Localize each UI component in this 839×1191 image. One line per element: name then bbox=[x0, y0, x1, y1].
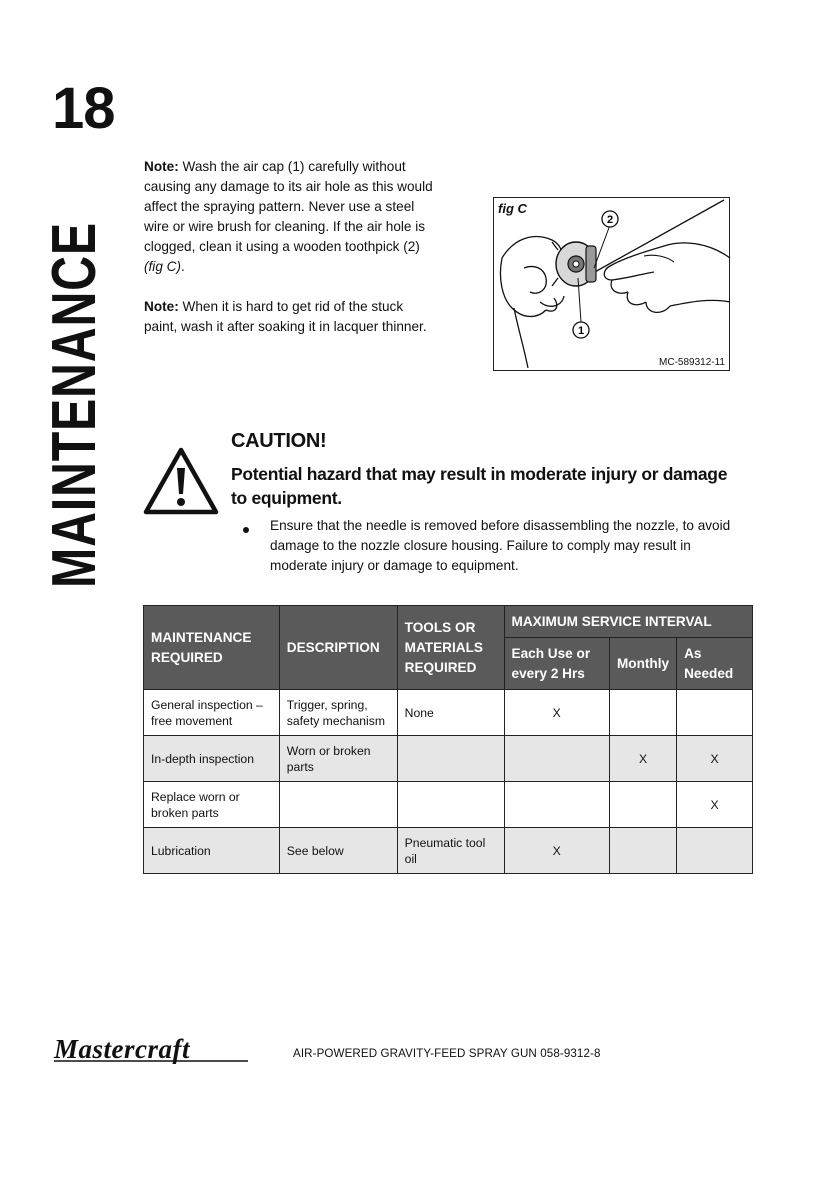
cell-monthly bbox=[609, 690, 676, 736]
caution-subtitle: Potential hazard that may result in moderate injury or damage to equipment. bbox=[231, 464, 728, 508]
header-as-needed: As Needed bbox=[677, 638, 753, 690]
table-row bbox=[144, 782, 753, 828]
callout-2-label: 2 bbox=[606, 214, 614, 226]
cell-maintenance: Lubrication bbox=[144, 828, 280, 874]
cell-each-use: X bbox=[504, 828, 609, 874]
cell-as-needed bbox=[677, 690, 753, 736]
header-interval: MAXIMUM SERVICE INTERVAL bbox=[504, 606, 752, 638]
cell-tools bbox=[397, 782, 504, 828]
note-1: Note: Wash the air cap (1) carefully without causing any damage to its air hole as this would affect the spraying pattern. Never use a steel wire or wire brush for cleaning. If the air hole is clogged, clean it using a wooden toothpick (2) (fig C). bbox=[144, 159, 433, 274]
cell-description bbox=[279, 782, 397, 828]
cell-tools bbox=[397, 736, 504, 782]
cell-monthly bbox=[609, 828, 676, 874]
note-2: Note: When it is hard to get rid of the stuck paint, wash it after soaking it in lacquer thinner. bbox=[144, 299, 427, 334]
cell-as-needed bbox=[677, 828, 753, 874]
figure-c bbox=[493, 197, 730, 371]
hands-cleaning-air-cap-illustration bbox=[494, 198, 731, 372]
notes-block bbox=[144, 157, 434, 357]
header-each-use: Each Use or every 2 Hrs bbox=[504, 638, 609, 690]
cell-each-use bbox=[504, 736, 609, 782]
warning-triangle-icon bbox=[143, 446, 219, 516]
cell-maintenance: General inspection – free movement bbox=[144, 690, 280, 736]
cell-monthly bbox=[609, 782, 676, 828]
cell-tools: Pneumatic tool oil bbox=[397, 828, 504, 874]
cell-maintenance: Replace worn or broken parts bbox=[144, 782, 280, 828]
header-monthly: Monthly bbox=[609, 638, 676, 690]
cell-as-needed: X bbox=[677, 736, 753, 782]
footer-product: AIR-POWERED GRAVITY-FEED SPRAY GUN 058-9312-8 bbox=[293, 1047, 601, 1060]
maintenance-table bbox=[143, 605, 753, 874]
cell-monthly: X bbox=[609, 736, 676, 782]
callout-1-label: 1 bbox=[577, 325, 585, 337]
table-row bbox=[144, 828, 753, 874]
cell-description: Worn or broken parts bbox=[279, 736, 397, 782]
page-number: 18 bbox=[52, 76, 115, 141]
cell-maintenance: In-depth inspection bbox=[144, 736, 280, 782]
cell-each-use: X bbox=[504, 690, 609, 736]
caution-bullet-text: Ensure that the needle is removed before disassembling the nozzle, to avoid damage to the nozzle closure housing. Failure to comply may result in moderate injury or damage to equipment. bbox=[270, 518, 731, 573]
svg-text:Mastercraft: Mastercraft bbox=[54, 1036, 190, 1064]
cell-description: Trigger, spring, safety mechanism bbox=[279, 690, 397, 736]
section-title: MAINTENANCE bbox=[40, 222, 109, 588]
header-description: DESCRIPTION bbox=[279, 606, 397, 690]
table-row bbox=[144, 736, 753, 782]
cell-tools: None bbox=[397, 690, 504, 736]
cell-description: See below bbox=[279, 828, 397, 874]
caution-title: CAUTION! bbox=[231, 430, 327, 452]
cell-as-needed: X bbox=[677, 782, 753, 828]
mastercraft-logo bbox=[52, 1036, 252, 1064]
header-tools: TOOLS OR MATERIALS REQUIRED bbox=[397, 606, 504, 690]
figure-code: MC-589312-11 bbox=[659, 357, 725, 368]
figure-label: fig C bbox=[498, 201, 527, 216]
header-maintenance: MAINTENANCE REQUIRED bbox=[144, 606, 280, 690]
cell-each-use bbox=[504, 782, 609, 828]
table-row bbox=[144, 690, 753, 736]
bullet-icon bbox=[243, 527, 249, 533]
